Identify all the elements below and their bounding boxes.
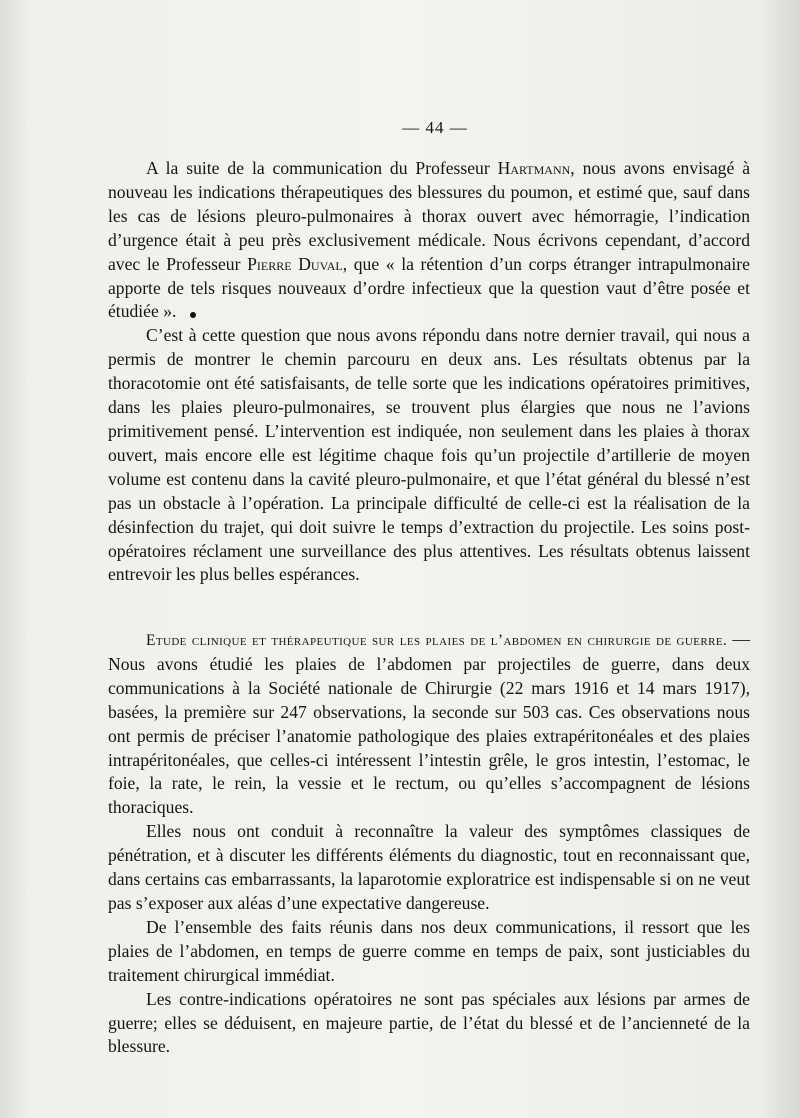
paragraph-6: Les contre-indications opératoires ne sont pas spéciales aux lésions par armes de guerre; elles se déduisent, en majeure partie, de l’état du blessé et de l’ancienneté de la blessure. bbox=[108, 988, 750, 1057]
paragraph-2: C’est à cette question que nous avons répondu dans notre dernier travail, qui nous a permis de montrer le chemin parcouru en deux ans. Les résultats obtenus par la thoracotomie ont été satisfaisants, de telle sorte que les indications opératoires primitives, dans les plaies pleuro-pulmonaires, se trouvent plus élargies que nous ne l’avions primitivement pensé. L’intervention est indiquée, non seulement dans les plaies à thorax ouvert, mais encore elle est légitime chaque fois qu’un projectile d’artillerie de moyen volume est contenu dans la cavité pleuro-pulmonaire, et que l’état général du blessé n’est pas un obstacle à l’opération. La principale difficulté de celle-ci est la réalisation de la désinfection du trajet, qui doit suivre le temps d’extraction du projectile. Les soins post-opératoires réclament une surveillance des plus attentives. Les résultats obtenus laissent entrevoir les plus belles espérances. bbox=[108, 325, 750, 585]
paragraph-4: Elles nous ont conduit à reconnaître la valeur des symptômes classiques de pénétration, et à discuter les différents éléments du diagnostic, tout en reconnaissant que, dans certains cas embarrassants, la laparotomie exploratrice est indispensable si on ne veut pas s’exposer aux aléas d’une expectative dangereuse. bbox=[108, 821, 750, 913]
section-thoracic bbox=[108, 157, 750, 587]
section-heading: Etude clinique et thérapeutique sur les plaies de l’abdomen en chirurgie de guerre. bbox=[146, 632, 728, 649]
paragraph-3 bbox=[108, 628, 750, 820]
paragraph-1-text-a: A la suite de la communication du Professeur bbox=[146, 158, 498, 178]
ink-mark bbox=[190, 312, 196, 318]
paragraph-3-text: — Nous avons étudié les plaies de l’abdomen par projectiles de guerre, dans deux communications à la Société nationale de Chirurgie (22 mars 1916 et 14 mars 1917), basées, la première sur 247 observations, la seconde sur 503 cas. Ces observations nous ont permis de préciser l’anatomie pathologique des plaies extrapéritonéales et des plaies intrapéritonéales, que celles-ci intéressent l’intestin grêle, le gros intestin, l’estomac, le foie, la rate, le rein, la vessie et le rectum, ou qu’elles s’accompagnent de lésions thoraciques. bbox=[108, 629, 750, 818]
paragraph-1 bbox=[108, 157, 750, 324]
author-name-hartmann: Hartmann bbox=[497, 158, 571, 178]
page-number: — 44 — bbox=[402, 118, 468, 137]
section-abdomen bbox=[108, 628, 750, 1059]
paragraph-1-text-c: , que « la rétention d’un corps étranger intrapulmonaire apporte de tels risques nouveaux d’ordre infectieux que la question vaut d’être posée et étudiée ». bbox=[108, 253, 750, 322]
paragraph-1-text-b: , nous avons envisagé à nouveau les indications thérapeutiques des blessures du poumon, et estimé que, sauf dans les cas de lésions pleuro-pulmonaires à thorax ouvert avec hémorragie, l’indication d’urgence était à peu près exclusivement médicale. Nous écrivons cependant, d’accord avec le Professeur bbox=[108, 158, 750, 274]
author-name-duval: Pierre Duval bbox=[247, 253, 343, 274]
paragraph-5: De l’ensemble des faits réunis dans nos deux communications, il ressort que les plaies de l’abdomen, en temps de guerre comme en temps de paix, sont justiciables du traitement chirurgical immédiat. bbox=[108, 916, 750, 985]
